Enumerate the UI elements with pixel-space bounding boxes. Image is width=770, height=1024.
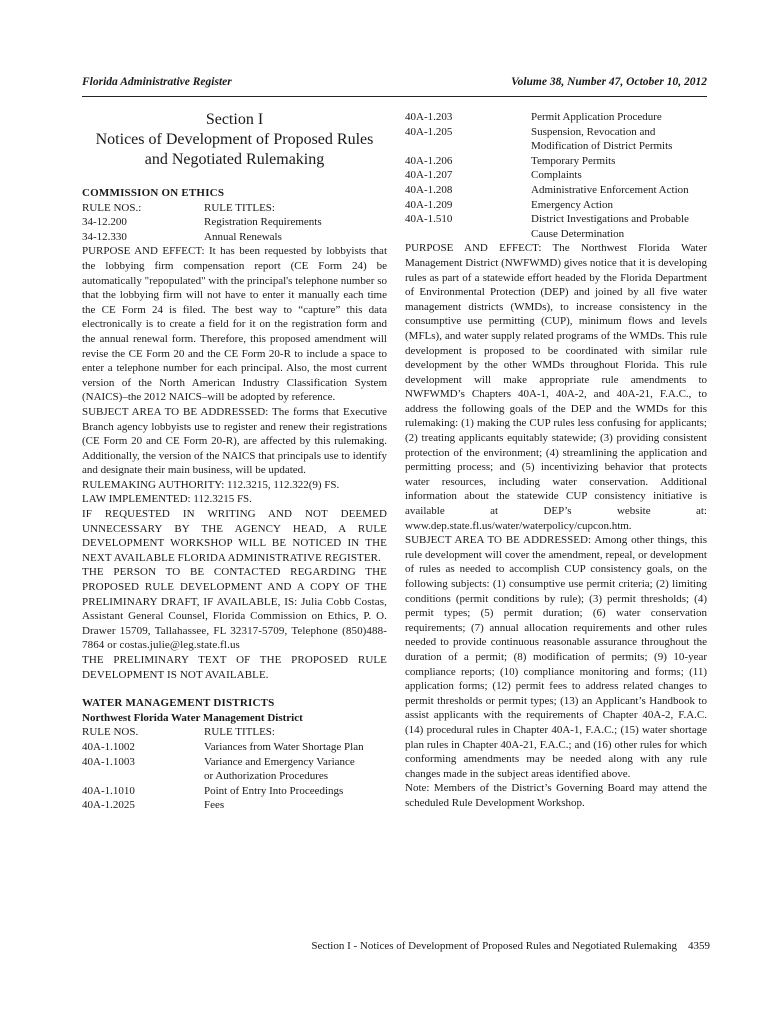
rule-row [82, 230, 387, 245]
rule-code: 34-12.330 [82, 230, 127, 243]
page-number: 4359 [688, 940, 710, 952]
rule-title: Complaints [531, 169, 582, 182]
rule-code: 40A-1.208 [405, 183, 453, 196]
rule-titles-label: RULE TITLES: [204, 726, 275, 739]
rule-row [405, 212, 707, 227]
ethics-workshop-notice: IF REQUESTED IN WRITING AND NOT DEEMED UNNECESSARY BY THE AGENCY HEAD, A RULE DEVELOPMENT WORKSHOP WILL BE NOTICED IN THE NEXT AVAILABLE FLORIDA ADMINISTRATIVE REGISTER. [82, 508, 387, 564]
ethics-authority: RULEMAKING AUTHORITY: 112.3215, 112.322(9) FS. [82, 478, 340, 491]
rule-nos-label: RULE NOS. [82, 726, 139, 739]
rule-title: Annual Renewals [204, 230, 282, 243]
rule-row [82, 784, 387, 799]
rule-code: 40A-1.203 [405, 111, 453, 123]
water-subject: SUBJECT AREA TO BE ADDRESSED: Among other things, this rule development will cover the amendment, repeal, or development of rules as needed to accomplish CUP consistency goals, on the following subjects: (1) consumptive use permit criteria; (2) limiting conditions (permit conditions by rule); (3) permit thresholds; (4) permit types; (5) permit duration; (6) water conservation requirements; (7) annual allocation requirements and other rules needed to provide continuous reasonable assurance throughout the duration of a permit; (8) modification of permits; (9) 10-year compliance reports; (10) compliance monitoring and forms; (11) application forms; (12) permit fees to address related changes to permit thresholds or permit types; (13) an Applicant’s Handbook to assist applicants with the requirements of Chapter 40A-2, F.A.C. (14) procedural rules in Chapter 40A-1, F.A.C.; (15) water shortage plan rules in Chapter 40A-21, F.A.C.; and (16) other rules for which conforming amendments may be needed along with any rule changes made in the subject areas identified above. [405, 534, 707, 780]
rule-code: 40A-1.206 [405, 154, 453, 167]
water-purpose: PURPOSE AND EFFECT: The Northwest Florida Water Management District (NWFWMD) gives notice that it is developing rules as part of a statewide effort headed by the Florida Department of Environmental Protection (DEP) and joined by all five water management districts (WMDs), to increase consistency in the consumptive use permitting (CUP), minimum flows and levels (MFLs), and water supply related programs of the WMDs. This rule development is proposed to be coordinated with similar rule development by the other WMDs throughout Florida. This rule development will make appropriate rule amendments to NWFWMD’s Chapters 40A-1, 40A-2, and 40A-21, F.A.C., to address the following goals of the DEP and the WMDs for this rulemaking: (1) making the CUP rules less confusing for applicants; (2) treating applicants equitably statewide; (3) providing consistent protection of the environment; (4) streamlining the application and permitting process; and (5) incentivizing behavior that protects water resources, including water conservation. Additional information about the statewide CUP consistency initiative is available at DEP’s website at: www.dep.state.fl.us/water/waterpolicy/cupcon.htm. [405, 242, 707, 532]
rule-code: 40A-1.1003 [82, 755, 135, 768]
rule-row [405, 139, 707, 154]
rule-row [405, 227, 707, 242]
district-name: Northwest Florida Water Management District [82, 711, 303, 724]
section-title [82, 110, 387, 170]
ethics-agency-heading: COMMISSION ON ETHICS [82, 187, 225, 199]
rule-title: or Authorization Procedures [204, 770, 329, 783]
rule-code [82, 769, 204, 784]
rule-row [82, 215, 387, 230]
rule-title: Fees [204, 799, 225, 812]
rule-title: Registration Requirements [204, 216, 322, 229]
ethics-contact: THE PERSON TO BE CONTACTED REGARDING THE PROPOSED RULE DEVELOPMENT AND A COPY OF THE PRELIMINARY DRAFT, IF AVAILABLE, IS: Julia Cobb Costas, Assistant General Counsel, Florida Commission on Ethics, P. O. Drawer 15709, Tallahassee, FL 32317-5709, Telephone (850)488-7864 or costas.julie@leg.state.fl.us [82, 566, 387, 652]
rule-code: 40A-1.209 [405, 198, 453, 211]
running-header [82, 76, 707, 92]
rule-title: Variances from Water Shortage Plan [204, 740, 364, 753]
rule-title: Permit Application Procedure [531, 111, 662, 123]
rule-code: 40A-1.1010 [82, 784, 135, 797]
rule-row [405, 183, 707, 198]
rule-code: 40A-1.207 [405, 169, 453, 182]
publication-title: Florida Administrative Register [82, 76, 232, 88]
rule-title: Administrative Enforcement Action [531, 183, 689, 196]
rule-code [405, 139, 531, 154]
rule-row [405, 168, 707, 183]
rule-row [82, 798, 387, 813]
ethics-law: LAW IMPLEMENTED: 112.3215 FS. [82, 493, 252, 506]
rule-title: Variance and Emergency Variance [204, 755, 355, 768]
rule-code [405, 227, 531, 242]
header-divider [82, 96, 707, 97]
water-agency-heading: WATER MANAGEMENT DISTRICTS [82, 697, 275, 710]
rule-code: 40A-1.510 [405, 213, 453, 226]
ethics-purpose: PURPOSE AND EFFECT: It has been requested by lobbyists that the lobbying firm compensation report (CE Form 24) be automatically "repopulated" with the principal's telephone number so that the lobbying firm will not have to enter it manually each time the CE Form 24 is filed. The best way to “capture” this data electronically is to create a field for it on the registration form and the annual renewal form. Therefore, this proposed amendment will revise the CE Form 20 and the CE Form 20-R to include a space to enter a telephone number for each principal. Also, the most current version of the North American Industry Classification System (NAICS)–the 2012 NAICS–will be adopted by reference. [82, 245, 387, 404]
rule-title: Cause Determination [531, 227, 625, 240]
ethics-preliminary: THE PRELIMINARY TEXT OF THE PROPOSED RULE DEVELOPMENT IS NOT AVAILABLE. [82, 654, 387, 681]
left-column [82, 110, 387, 813]
rule-titles-label: RULE TITLES: [204, 201, 275, 214]
rule-title: Point of Entry Into Proceedings [204, 784, 344, 797]
rule-code: 40A-1.2025 [82, 799, 135, 812]
rule-nos-label: RULE NOS.: [82, 201, 142, 214]
volume-info: Volume 38, Number 47, October 10, 2012 [511, 76, 707, 88]
rule-title: District Investigations and Probable [531, 213, 689, 226]
rule-row [405, 154, 707, 169]
water-rule-header [82, 725, 387, 740]
rule-row [405, 110, 707, 125]
section-title-line2: Notices of Development of Proposed Rules [95, 131, 374, 148]
rule-row [405, 198, 707, 213]
rule-row [82, 755, 387, 770]
ethics-rule-header [82, 201, 387, 216]
rule-row [82, 740, 387, 755]
rule-title: Temporary Permits [531, 154, 616, 167]
ethics-subject: SUBJECT AREA TO BE ADDRESSED: The forms that Executive Branch agency lobbyists use to register and renew their registrations (CE Form 20 and CE Form 20-R), are affected by this rulemaking. Additionally, the version of the NAICS that principals use to identify and designate their main business, will be updated. [82, 405, 387, 477]
rule-code: 34-12.200 [82, 216, 127, 229]
section-title-line1: Section I [205, 111, 264, 128]
rule-row [405, 125, 707, 140]
page-footer [280, 940, 710, 952]
rule-code: 40A-1.1002 [82, 740, 135, 753]
right-column [405, 110, 707, 811]
footer-text: Section I - Notices of Development of Proposed Rules and Negotiated Rulemaking [311, 940, 677, 952]
rule-title: Modification of District Permits [531, 140, 673, 153]
rule-title: Suspension, Revocation and [531, 125, 656, 138]
rule-code: 40A-1.205 [405, 125, 453, 138]
water-note: Note: Members of the District’s Governing Board may attend the scheduled Rule Development Workshop. [405, 782, 707, 809]
rule-row [82, 769, 387, 784]
section-title-line3: and Negotiated Rulemaking [144, 151, 325, 168]
rule-title: Emergency Action [531, 198, 613, 211]
